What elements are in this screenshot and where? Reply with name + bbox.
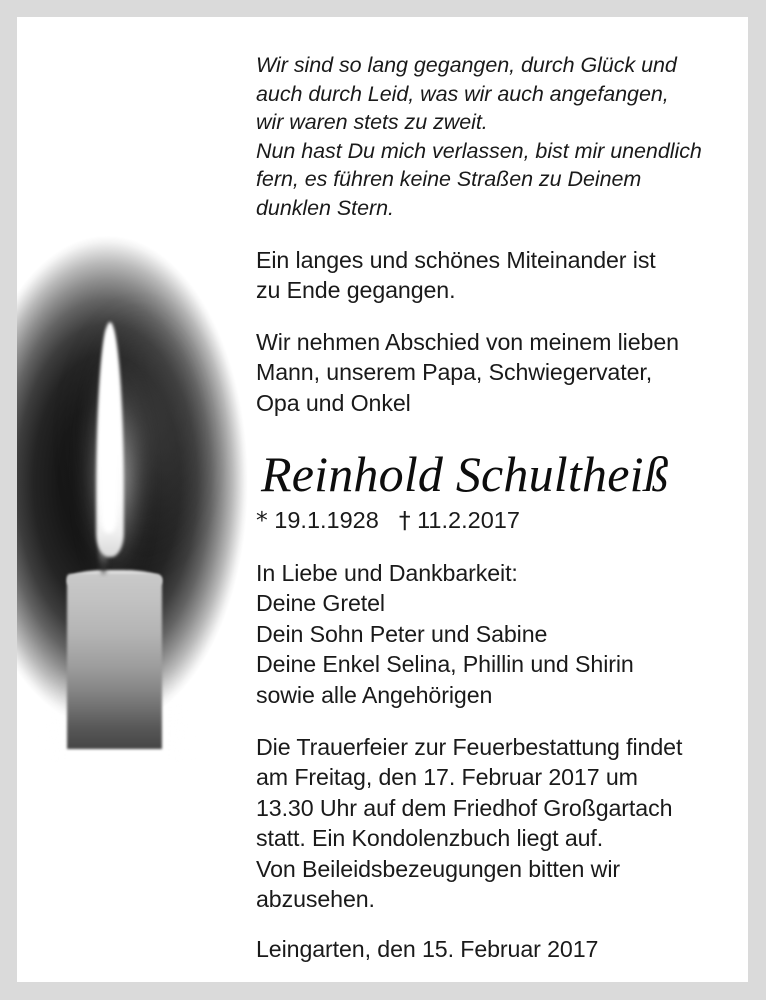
family-line: sowie alle Angehörigen [256,681,493,708]
farewell-intro-line: zu Ende gegangen. [256,277,456,304]
service-line: Die Trauerfeier zur Feuerbestattung findet [256,734,683,760]
notice-text-column [256,17,746,982]
place-and-date [256,934,734,964]
poem-line: dunklen Stern. [256,195,394,220]
farewell-intro-line: Ein langes und schönes Miteinander ist [256,247,656,273]
poem-line: wir waren stets zu zweit. [256,110,488,135]
death-cross-icon: † [398,506,411,534]
family-line: In Liebe und Dankbarkeit: [256,560,518,586]
family-survivors [256,558,734,710]
deceased-name: Reinhold Schultheiß [261,446,669,502]
family-line: Deine Enkel Selina, Phillin und Shirin [256,651,634,678]
deceased-dates [256,505,520,535]
farewell-announcement-line: Opa und Onkel [256,389,411,416]
service-line: statt. Ein Kondolenzbuch liegt auf. [256,825,604,852]
farewell-announcement [256,327,734,418]
notice-page [17,17,748,982]
farewell-intro [256,245,734,306]
service-line: 13.30 Uhr auf dem Friedhof Großgartach [256,794,673,821]
farewell-announcement-line: Mann, unserem Papa, Schwiegervater, [256,359,653,386]
funeral-service-details [256,732,734,914]
family-line: Dein Sohn Peter und Sabine [256,620,548,647]
poem-line: Nun hast Du mich verlassen, bist mir unendlich [256,138,702,163]
farewell-announcement-line: Wir nehmen Abschied von meinem lieben [256,329,679,355]
place-date-line: Leingarten, den 15. Februar 2017 [256,936,599,962]
service-line: am Freitag, den 17. Februar 2017 um [256,764,638,791]
family-line: Deine Gretel [256,590,385,617]
service-line: Von Beileidsbezeugungen bitten wir [256,855,620,882]
death-date: 11.2.2017 [417,507,520,533]
poem-line: fern, es führen keine Straßen zu Deinem [256,167,642,192]
candle-photo [17,202,249,762]
poem-line: auch durch Leid, was wir auch angefangen, [256,81,669,106]
candle-body [67,574,162,749]
poem-line: Wir sind so lang gegangen, durch Glück und [256,53,677,77]
service-line: abzusehen. [256,886,375,913]
memorial-poem [256,51,726,223]
birth-symbol-icon: * [256,506,268,534]
birth-date: 19.1.1928 [274,507,379,533]
